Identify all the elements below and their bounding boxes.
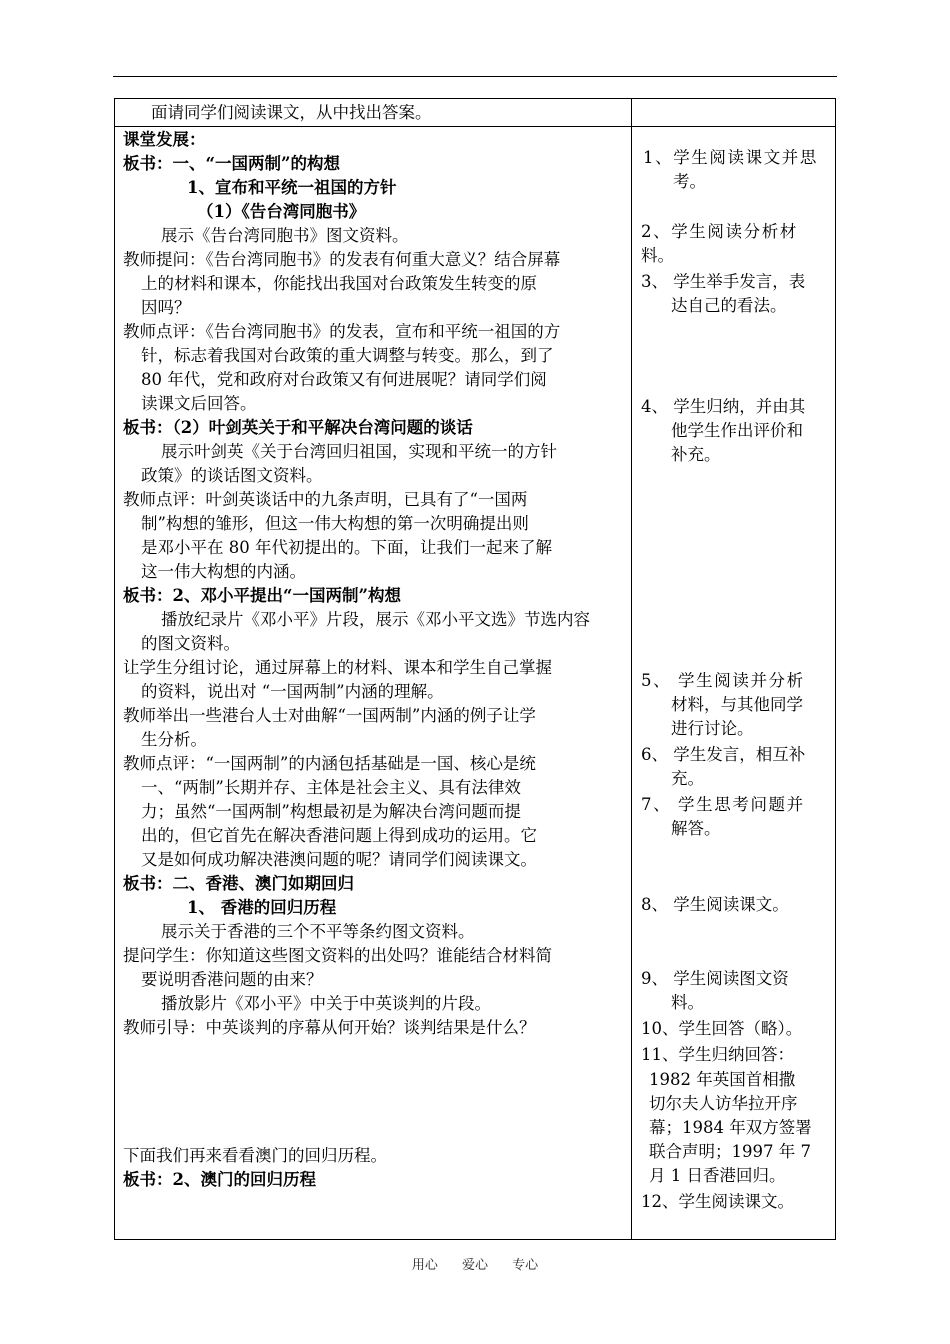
student-text-line: 1982 年英国首相撒 — [649, 1070, 796, 1089]
student-text-line: 3、 学生举手发言，表 — [641, 272, 806, 291]
board-heading: 板书：2、邓小平提出“一国两制”构想 — [123, 586, 401, 605]
teacher-text-line: 播放影片《邓小平》中关于中英谈判的片段。 — [161, 994, 491, 1013]
student-text-line: 他学生作出评价和 — [671, 421, 803, 440]
teacher-text-line: 教师点评：叶剑英谈话中的九条声明，已具有了“一国两 — [123, 490, 528, 509]
teacher-text-line: 下面我们再来看看澳门的回归历程。 — [123, 1146, 387, 1165]
student-text-line: 联合声明；1997 年 7 — [649, 1142, 811, 1161]
student-text-line: 补充。 — [671, 445, 721, 464]
student-text-line: 2、学生阅读分析材 — [641, 222, 798, 241]
student-text-line: 材料，与其他同学 — [671, 695, 803, 714]
student-text-line: 10、学生回答（略）。 — [641, 1019, 803, 1038]
teacher-text-line: 播放纪录片《邓小平》片段，展示《邓小平文选》节选内容 — [161, 610, 590, 629]
teacher-text-line: 又是如何成功解决港澳问题的呢？请同学们阅读课文。 — [141, 850, 537, 869]
teacher-text-line: 80 年代，党和政府对台政策又有何进展呢？请同学们阅 — [141, 370, 547, 389]
teacher-text-line: 展示叶剑英《关于台湾回归祖国，实现和平统一的方针 — [161, 442, 557, 461]
teacher-text-line: 政策》的谈话图文资料。 — [141, 466, 323, 485]
student-text-line: 7、 学生思考问题并 — [641, 795, 805, 814]
student-text-line: 考。 — [673, 172, 706, 191]
lesson-table — [114, 98, 836, 1240]
student-text-line: 切尔夫人访华拉开序 — [649, 1094, 798, 1113]
footer-word: 爱心 — [461, 1258, 488, 1273]
teacher-text-line: 因吗？ — [141, 298, 191, 317]
teacher-text-line: 制”构想的雏形，但这一伟大构想的第一次明确提出则 — [141, 514, 529, 533]
student-text-line: 料。 — [671, 993, 704, 1012]
student-activity-column — [632, 99, 836, 1239]
student-text-line: 料。 — [641, 246, 674, 265]
student-text-line: 9、 学生阅读图文资 — [641, 969, 789, 988]
teacher-text-line: 读课文后回答。 — [141, 394, 257, 413]
header-rule — [113, 76, 837, 77]
board-heading: 板书：2、澳门的回归历程 — [123, 1170, 316, 1189]
teacher-text-line: 展示《告台湾同胞书》图文资料。 — [161, 226, 409, 245]
teacher-text-line: 教师点评：“一国两制”的内涵包括基础是一国、核心是统 — [123, 754, 536, 773]
teacher-text-line: 教师点评：《告台湾同胞书》的发表，宣布和平统一祖国的方 — [123, 322, 561, 341]
board-subheading: 1、宣布和平统一祖国的方针 — [187, 178, 397, 197]
student-text-line: 幕；1984 年双方签署 — [649, 1118, 812, 1137]
student-text-line: 1、学生阅读课文并思 — [643, 148, 818, 167]
teacher-text-line: 提问学生：你知道这些图文资料的出处吗？谁能结合材料简 — [123, 946, 552, 965]
board-heading: 板书：（2）叶剑英关于和平解决台湾问题的谈话 — [123, 418, 473, 437]
teacher-text-line: 是邓小平在 80 年代初提出的。下面，让我们一起来了解 — [141, 538, 552, 557]
student-text-line: 进行讨论。 — [671, 719, 754, 738]
teacher-text-line: 要说明香港问题的由来？ — [141, 970, 323, 989]
teacher-text-line: 生分析。 — [141, 730, 207, 749]
footer-word: 用心 — [411, 1258, 438, 1273]
section-heading: 课堂发展： — [123, 130, 206, 149]
teacher-text-line: 力；虽然“一国两制”构想最初是为解决台湾问题而提 — [141, 802, 521, 821]
student-text-line: 5、 学生阅读并分析 — [641, 671, 805, 690]
student-text-line: 8、 学生阅读课文。 — [641, 895, 789, 914]
student-text-line: 月 1 日香港回归。 — [649, 1166, 786, 1185]
student-text-line: 12、学生阅读课文。 — [641, 1192, 794, 1211]
student-text-line: 6、 学生发言，相互补 — [641, 745, 806, 764]
board-heading: 板书：一、“一国两制”的构想 — [123, 154, 340, 173]
teacher-text-line: 一、“两制”长期并存、主体是社会主义、具有法律效 — [141, 778, 521, 797]
top-row-text: 面请同学们阅读课文，从中找出答案。 — [151, 103, 432, 122]
teacher-text-line: 针，标志着我国对台政策的重大调整与转变。那么，到了 — [141, 346, 554, 365]
student-text-line: 充。 — [671, 769, 704, 788]
board-heading: 板书：二、香港、澳门如期回归 — [123, 874, 354, 893]
teacher-text-line: 这一伟大构想的内涵。 — [141, 562, 306, 581]
page-footer — [0, 1254, 950, 1273]
teacher-text-line: 的图文资料。 — [141, 634, 240, 653]
student-text-line: 11、学生归纳回答： — [641, 1045, 794, 1064]
board-subheading: 1、 香港的回归历程 — [187, 898, 337, 917]
student-text-line: 4、 学生归纳，并由其 — [641, 397, 806, 416]
teacher-text-line: 展示关于香港的三个不平等条约图文资料。 — [161, 922, 475, 941]
student-text-line: 达自己的看法。 — [671, 296, 787, 315]
teacher-text-line: 教师提问：《告台湾同胞书》的发表有何重大意义？结合屏幕 — [123, 250, 561, 269]
teacher-text-line: 教师举出一些港台人士对曲解“一国两制”内涵的例子让学 — [123, 706, 536, 725]
footer-word: 专心 — [512, 1258, 539, 1273]
teacher-text-line: 教师引导：中英谈判的序幕从何开始？谈判结果是什么？ — [123, 1018, 536, 1037]
board-subheading: （1）《告台湾同胞书》 — [197, 202, 366, 221]
teacher-text-line: 让学生分组讨论，通过屏幕上的材料、课本和学生自己掌握 — [123, 658, 552, 677]
student-text-line: 解答。 — [671, 819, 721, 838]
teacher-text-line: 上的材料和课本，你能找出我国对台政策发生转变的原 — [141, 274, 537, 293]
teacher-text-line: 的资料，说出对 “一国两制”内涵的理解。 — [141, 682, 444, 701]
teacher-text-line: 出的，但它首先在解决香港问题上得到成功的运用。它 — [141, 826, 537, 845]
